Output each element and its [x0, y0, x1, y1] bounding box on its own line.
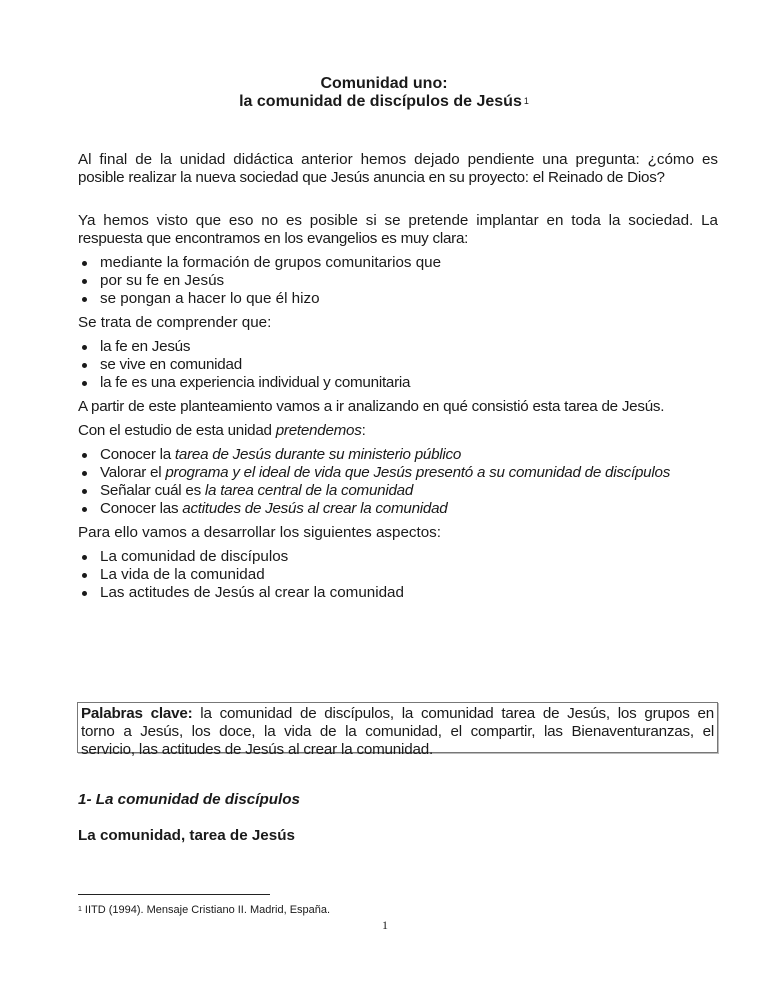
footnote-text: IITD (1994). Mensaje Cristiano II. Madrid, España. — [84, 904, 331, 916]
page-number: 1 — [382, 918, 388, 932]
page-title-text: la comunidad de discípulos de Jesús — [239, 93, 522, 110]
section-subheading: La comunidad, tarea de Jesús — [78, 827, 295, 844]
bullet-icon — [82, 507, 87, 512]
intro-paragraph-2-line-2: respuesta que encontramos en los evangelios es muy clara: — [78, 230, 469, 247]
bullet-icon — [82, 261, 87, 266]
footnote-separator — [78, 894, 270, 895]
footnote — [78, 903, 330, 917]
footnote-number: 1 — [78, 906, 82, 913]
keywords-box — [77, 702, 718, 758]
intro-paragraph-3: Se trata de comprender que: — [78, 314, 272, 331]
bullet-icon — [82, 573, 87, 578]
section-heading: 1- La comunidad de discípulos — [78, 791, 300, 808]
bullet-icon — [82, 345, 87, 350]
intro-paragraph-4: A partir de este planteamiento vamos a ir analizando en qué consistió esta tarea de Jesús. — [78, 398, 665, 415]
bullet-icon — [82, 591, 87, 596]
bullet-icon — [82, 471, 87, 476]
bullet-icon — [82, 555, 87, 560]
intro-paragraph-5: Con el estudio de esta unidad pretendemos: — [78, 422, 366, 439]
bullet-icon — [82, 489, 87, 494]
bullet-icon — [82, 363, 87, 368]
bullet-icon — [82, 381, 87, 386]
footnote-reference[interactable]: 1 — [523, 96, 529, 106]
intro-paragraph-1-line-1: Al final de la unidad didáctica anterior hemos dejado pendiente una pregunta: ¿cómo es — [78, 151, 718, 168]
keywords-line-3: servicio, las actitudes de Jesús al crear la comunidad. — [81, 741, 433, 758]
page-title-line-1: Comunidad uno: — [320, 75, 448, 92]
intro-paragraph-1-line-2: posible realizar la nueva sociedad que Jesús anuncia en su proyecto: el Reinado de Dios? — [78, 169, 665, 186]
keywords-line-2: torno a Jesús, los doce, la vida de la comunidad, el compartir, las Bienaventuranzas, el — [81, 723, 714, 740]
keywords-line-1: Palabras clave: la comunidad de discípulos, la comunidad tarea de Jesús, los grupos en — [81, 705, 714, 722]
intro-paragraph-2-line-1: Ya hemos visto que eso no es posible si se pretende implantar en toda la sociedad. La — [78, 212, 718, 229]
bullet-icon — [82, 279, 87, 284]
intro-paragraph-6: Para ello vamos a desarrollar los siguientes aspectos: — [78, 524, 441, 541]
bullet-icon — [82, 453, 87, 458]
keywords-label: Palabras clave: — [81, 705, 193, 722]
bullet-icon — [82, 297, 87, 302]
page-title-line-2 — [0, 93, 768, 111]
document-page: Comunidad uno: la comunidad de discípulos de Jesús $^1$ Al final de la unidad didáctica anterior hemos dejado pendiente una pregunta: ¿cómo es posible realizar la nueva sociedad que Jesús anuncia en su proyecto: el Reinado de Dios? Ya hemos visto que eso no es posible si se pretende implantar en toda la sociedad. La respuesta que encontramos en los evangelios es muy clara: mediante la formación de grupos comunitarios que por su fe en Jesús se pongan a hacer lo que él hizo Se trata de comprender que: la fe en Jesús se vive en comunidad la fe es una experiencia individual y comunitaria A partir de este planteamiento vamos a ir analizando en qué consistió esta tarea de Jesús. Con el estudio de esta unidad pretendemos: Conocer la tarea de Jesús durante su ministerio público Valorar el programa y el ideal de vida que Jesús presentó a su comunidad de discípulos Señalar cuál es la tarea central de la comunidad Conocer las actitudes de Jesús al crear la comunidad Para ello vamos a desarrollar los siguientes aspectos: La comunidad de discípulos La vida de la comunidad Las actitudes de Jesús al crear la comunidad Palabras clave: la comunidad de discípulos, la comunidad tarea de Jesús, los grupos en torno a Jesús, los doce, la vida de la comunidad, el compartir, las Bienaventuranzas, el servicio, las actitudes de Jesús al crear la comunidad. 1- La comunidad de discípulos La comunidad, tarea de Jesús $^1$ IITD (1994). Mensaje Cristiano II. Madrid, España. 1 — [0, 0, 768, 994]
